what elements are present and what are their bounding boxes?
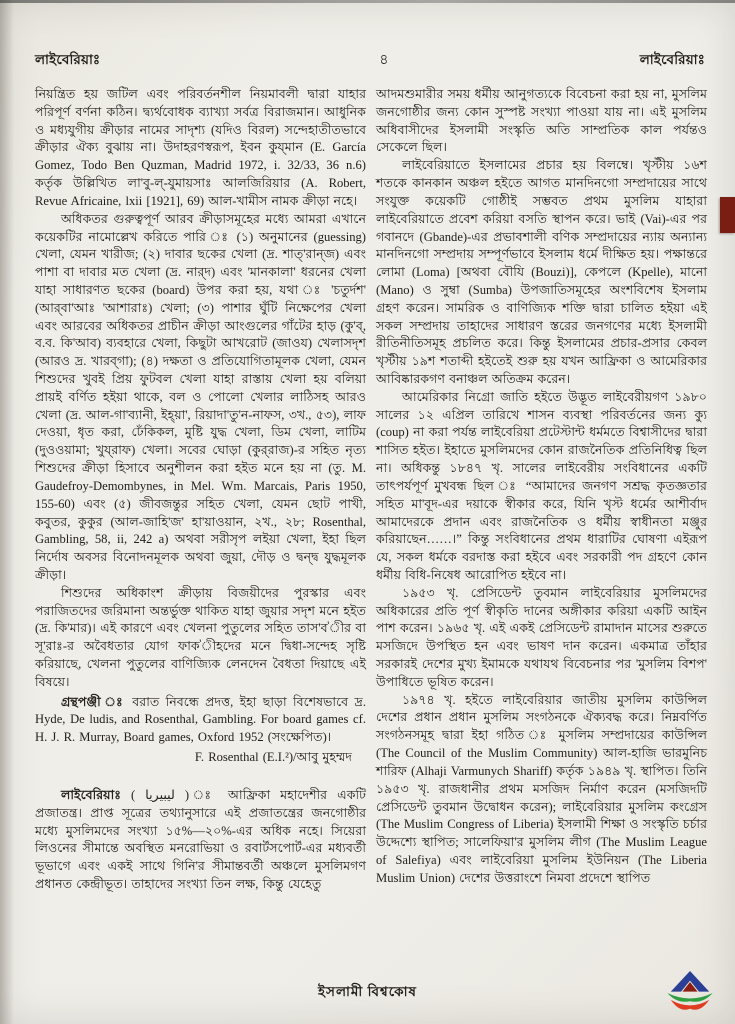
paragraph: নিয়ন্ত্রিত হয় জটিল এবং পরিবর্তনশীল নিয়মাবলী দ্বারা যাহার পরিপূর্ণ বর্ণনা কঠিন। দ্ব্যর্থবোধক ব্যাখ্যা সর্বত্র বিরাজমান। আধুনিক ও মধ্যযুগীয় ক্রীড়ার নামের সাদৃশ্য (যদিও বিরল) সন্দেহাতীতভাবে ক্রীড়ার ঐক্য বুঝায় না। উদাহরণস্বরূপ, ইবন কুয্‌মান (E. García Gomez, Todo Ben Quzman, Madrid 1972, i. 32/33, 36 n.6) কর্তৃক উল্লিখিত লা'বু-ল্‌-যুমায়সাঃ আলজিরিয়ার (A. Robert, Revue Africaine, lxii [1921], 69) আল-খামীস নামক ক্রীড়া নহে। <box>35 87 366 208</box>
article-lead-text: আফ্রিকা মহাদেশীর একটি প্রজাতন্ত্র। প্রাপ্ত সূত্রের তথ্যানুসারে এই প্রজাতন্ত্রের জনগোষ্ঠীর মধ্যে মুসলিমদের সংখ্যা ১৫%—২০%-এর অধিক নহে। সিয়েরা লিওনের সীমান্তে অবস্থিত মনরোভিয়া ও রবার্টসপোর্ট-এর মধ্যবর্তী ভূভাগে এবং একই সাথে গিনি'র সীমান্তবর্তী অঞ্চলে মুসলিমগণ প্রধানত কেন্দ্রীভূত। তাহাদের সংখ্যা তিন লক্ষ, কিন্তু যেহেতু <box>35 787 366 891</box>
page-number: ৪ <box>379 53 389 68</box>
running-head <box>35 48 705 72</box>
article-arabic-name: ( ليبيريا ) ঃ <box>120 787 228 802</box>
running-head-left: লাইবেরিয়াঃ <box>35 52 101 67</box>
running-head-right: লাইবেরিয়াঃ <box>639 52 705 67</box>
paragraph: আমেরিকার নিগ্রো জাতি হইতে উদ্ভূত লাইবেরীয়গণ ১৯৮০ সালের ১২ এপ্রিল তারিখে শাসন ব্যবস্থা পরিবর্তনের জন্য ক্যু (coup) না করা পর্যন্ত লাইবেরিয়া প্রটেস্টান্ট ধর্মমতে বিশ্বাসীদের দ্বারা শাসিত হইত। ইহাতে মুসলিমদের কোন রাজনৈতিক প্রতিনিধিত্ব ছিল না। অধিকন্তু ১৮৪৭ খৃ. সালের লাইবেরীয় সংবিধানের একটি তাৎপর্যপূর্ণ মুখবন্ধ ছিল ঃ “আমাদের জনগণ সশ্রদ্ধ কৃতজ্ঞতার সহিত মা'বূদ-এর দয়াকে স্বীকার করে, যিনি খৃস্ট ধর্মের আশীর্বাদ আমাদেরকে প্রদান এবং রাজনৈতিক ও ধর্মীয় স্বাধীনতা মঞ্জুর করিয়াছেন……।” কিন্তু সংবিধানের প্রথম ধারাটির ঘোষণা এইরূপ যে, সকল ধর্মকে বরদাস্ত করা হইবে এবং সরকারী পদ গ্রহণে কোন ধর্মীয় বিধি-নিষেধ আরোপিত হইবে না। <box>376 389 707 582</box>
footer-book-title: ইসলামী বিশ্বকোষ <box>318 984 417 999</box>
paragraph: অধিকতর গুরুত্বপূর্ণ আরব ক্রীড়াসমূহের মধ্যে আমরা এখানে কয়েকটির নামোল্লেখ করিতে পারি ঃ (১) অনুমানের (guessing) খেলা, যেমন খারীজ; (২) দাবার ছকের খেলা (দ্র. শাত্‌'রান্‌জ) এবং পাশা বা দাবার মত খেলা (দ্র. নার্‌দ) এবং 'মানকালা' ধরনের খেলা যাহা সাধারণত ছকের (board) উপর করা হয়, যথা ঃ 'চতুর্দশ' (আর্‌বা'আঃ 'আশারাঃ) খেলা; (৩) পাশার ঘুঁটি নিক্ষেপের খেলা এবং আরবের অধিকতর প্রাচীন ক্রীড়া আংগুলের গাঁটের হাড় (কু'ব্‌, ব.ব. কি'আব) ব্যবহারে খেলা, কিছুটা আখরোট (জাওয) খেলাসদৃশ (আরও দ্র. খারব্‌গা); (৪) দক্ষতা ও প্রতিযোগিতামূলক খেলা, যেমন শিশুদের খুবই প্রিয় ফুটবল খেলা যাহা রাস্তায় খেলা হয় বলিয়া প্রায়ই বর্ণিত হইয়া থাকে, বল ও পোলো খেলার লাঠিসহ আরও খেলা (দ্র. আল-গা'ব্যানী, ইহ্‌য়া', রিয়াদা'তু'ন-নাফস, ৩খ., ৫৩), লাফ দেওয়া, ধৃত করা, ঢেঁকিকল, মুষ্টি যুদ্ধ খেলা, ডিম খেলা, লাটিম (দুওওয়ামা; খুয্‌রাফ) খেলা। সবের ঘোড়া (কুর্‌রাজ)-র সহিত নৃত্য শিশুদের ক্রীড়া হিসাবে অনুশীলন করা হইত মনে হয় না (তু. M. Gaudefroy-Demombynes, in Mel. Wm. Marcais, Paris 1950, 155-60) এবং (৫) জীবজন্তুর সহিত খেলা, যেমন ছোট পাখী, কবুতর, কুকুর (আল-জাহি'জ' হা'য়াওয়ান, ২খ., ২৮; Rosenthal, Gambling, 58, ii, 242 a) অথবা সরীসৃপ লইয়া খেলা, ইহা ছিল নির্দোষ অবসর বিনোদনমূলক অথবা জুয়া, দৌড় ও দ্বন্দ্ব যুদ্ধমূলক ক্রীড়া। <box>35 211 366 582</box>
article-lead-paragraph <box>35 787 366 894</box>
bibliography-label: গ্রন্থপঞ্জী ঃ <box>61 694 126 709</box>
paragraph: লাইবেরিয়াতে ইসলামের প্রচার হয় বিলম্বে। খৃস্টীয় ১৬শ শতকে কানকান অঞ্চল হইতে আগত মানদিনগো সম্প্রদায়ের সাথে সংযুক্ত কয়েকটি গোষ্ঠীই সম্ভবত প্রথম মুসলিম যাহারা লাইবেরিয়াতে প্রবেশ করিয়া বসতি স্থাপন করে। ভাই (Vai)-এর পর গবানদে (Gbande)-এর প্রভাবশালী বণিক সম্প্রদায়ের ন্যায় অন্যান্য মানদিনগো সম্প্রদায় সম্পূর্ণভাবে ইসলাম ধর্মে দীক্ষিত হয়। পক্ষান্তরে লোমা (Loma) [অথবা বৌযি (Bouzi)], কেপলে (Kpelle), মানো (Mano) ও সুম্বা (Sumba) উপজাতিসমূহের অংশবিশেষ ইসলাম গ্রহণ করেন। সামরিক ও বাণিজ্যিক শক্তি দ্বারা চালিত হইয়া এই সকল সম্প্রদায় তাহাদের সাধারণ স্তরের জনগণের মধ্যে ইসলামী রীতিনীতিসমূহ প্রচলিত করে। কিন্তু ইসলামের প্রচার-প্রসার কেবল খৃস্টীয় ১৯শ শতাব্দী হইতেই শুরু হয় যখন আফ্রিকা ও আমেরিকার আবিষ্কারকগণ বনাঞ্চল অতিক্রম করেন। <box>376 158 707 386</box>
paragraph: শিশুদের অধিকাংশ ক্রীড়ায় বিজয়ীদের পুরস্কার এবং পরাজিতদের জরিমানা অন্তর্ভুক্ত থাকিত যাহা জুয়ার সদৃশ মনে হইত (দ্র. কি'মার)। এই কারণে এবং খেলনা পুতুলের সহিত তাস'ব'ীর বা সূ'রাঃ-র অবৈধতার যোগ ফাক'ীহদের মনে দ্বিধা-সন্দেহ সৃষ্টি করিয়াছে, খেলনা পুতুলের বাণিজ্যিক লেনদেন বৈধতা দিয়াছে এই বিষয়ে। <box>35 585 366 689</box>
edge-tab-marker <box>720 197 735 233</box>
author-signature: F. Rosenthal (E.I.²)/আবু মুহম্মদ <box>194 750 352 765</box>
left-column <box>35 86 366 894</box>
paragraph: আদমশুমারীর সময় ধর্মীয় আনুগত্যকে বিবেচনা করা হয় না, মুসলিম জনগোষ্ঠীর জন্য কোন সুস্পষ্ট সংখ্যা পাওয়া যায় না। এই মুসলিম অধিবাসীদের ইসলামী সংস্কৃতি অতি সাম্প্রতিক কাল পর্যন্তও সেকেলে ছিল। <box>376 87 707 155</box>
paragraph: ১৯৭৪ খৃ. হইতে লাইবেরিয়ার জাতীয় মুসলিম কাউন্সিল দেশের প্রধান প্রধান মুসলিম সংগঠনকে ঐক্যবদ্ধ করে। নিম্নবর্ণিত সংগঠনসমূহ দ্বারা ইহা গঠিত ঃ মুসলিম সম্প্রদায়ের কাউন্সিল (The Council of the Muslim Community) আল-হাজি ভারমুনিচ শারিফ (Alhaji Varmunych Shariff) কর্তৃক ১৯৪৯ খৃ. স্থাপিত। তিনি ১৯৫৩ খৃ. রাজধানীর প্রথম মসজিদ নির্মাণ করেন (মসজিদটি প্রেসিডেন্ট তুবমান উদ্বোধন করেন); লাইবেরিয়ার মুসলিম কংগ্রেস (The Muslim Congress of Liberia) ইসলামী শিক্ষা ও সংস্কৃতি চর্চার উদ্দেশ্যে স্থাপিত; সালেফিয়া'র মুসলিম লীগ (The Muslim League of Salefiya) এবং লাইবেরিয়া মুসলিম ইউনিয়ন (The Liberia Muslim Union) দেশের উত্তরাংশে নিমবা প্রদেশে স্থাপিত <box>376 692 707 885</box>
publisher-logo-icon <box>666 970 714 1016</box>
paragraph: ১৯৫৩ খৃ. প্রেসিডেন্ট তুবমান লাইবেরিয়ার মুসলিমদের অধিকারের প্রতি পূর্ণ স্বীকৃতি দানের অঙ্গীকার করিয়া একটি আইন পাশ করেন। ১৯৬৫ খৃ. এই একই প্রেসিডেন্ট রামাদান মাসের শুরুতে মসজিদে উপস্থিত হন এবং ভাষণ দান করেন। একমাত্র তাঁহার সরকারই দেশের মুখ্য ইমামকে যথাযথ বিবেচনার পর 'মুসলিম বিশপ' উপাধিতে ভূষিত করেন। <box>376 585 707 689</box>
text-columns <box>35 86 707 894</box>
right-column <box>376 86 707 894</box>
article-title: লাইবেরিয়াঃ <box>61 787 121 802</box>
article-separator <box>35 777 366 787</box>
bibliography-text: বরাত নিবন্ধে প্রদত্ত, ইহা ছাড়া বিশেষভাবে দ্র. Hyde, De ludis, and Rosenthal, Gambling. For board games cf. H. J. R. Murray, Board games, Oxford 1952 (সংক্ষেপিত)। <box>35 694 366 745</box>
bibliography-paragraph <box>35 694 366 747</box>
